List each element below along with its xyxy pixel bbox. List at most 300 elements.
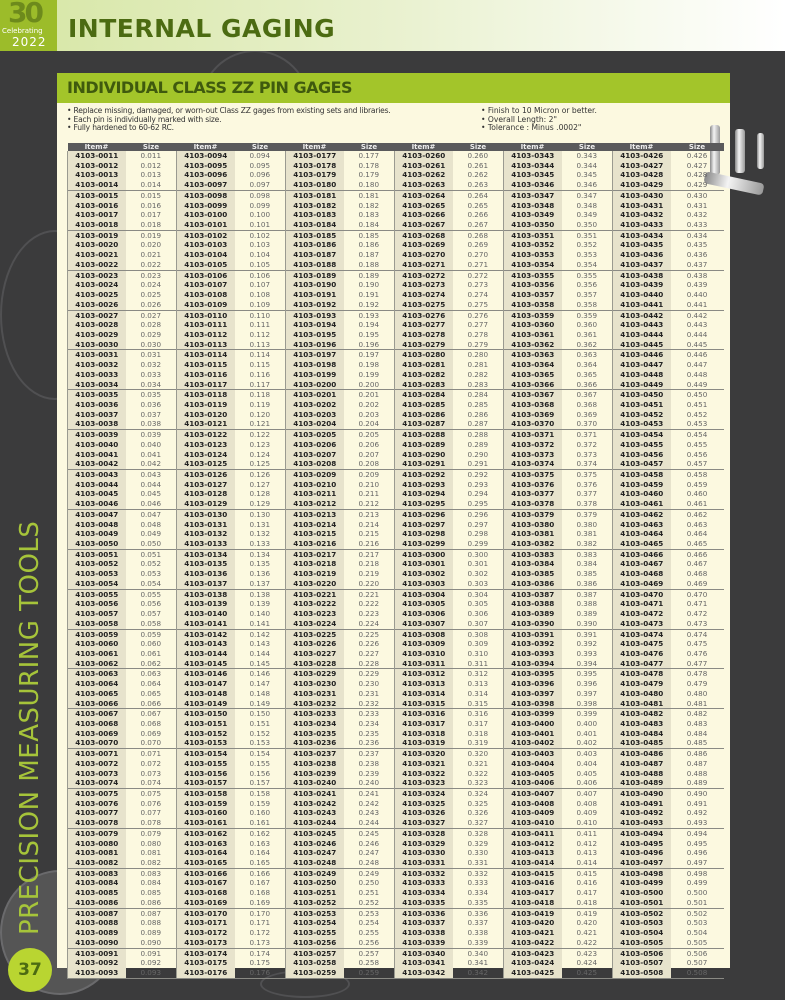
size-cell: 0.297 xyxy=(467,519,489,529)
item-number-cell: 4103-0167 xyxy=(177,878,235,888)
item-number-cell: 4103-0140 xyxy=(177,609,235,619)
page-number: 37 xyxy=(8,948,52,992)
item-number-cell: 4103-0457 xyxy=(613,459,671,469)
size-cell: 0.112 xyxy=(249,329,271,339)
size-cell: 0.255 xyxy=(358,928,380,938)
size-cell: 0.281 xyxy=(467,360,489,370)
item-number-cell: 4103-0468 xyxy=(613,569,671,579)
size-cell: 0.271 xyxy=(467,259,489,269)
size-cell: 0.391 xyxy=(562,629,613,639)
size-cell: 0.249 xyxy=(344,868,395,878)
table-row xyxy=(68,888,724,898)
table-row xyxy=(68,220,724,230)
item-number-cell: 4103-0431 xyxy=(613,201,671,211)
size-cell: 0.168 xyxy=(249,888,271,898)
size-cell: 0.137 xyxy=(249,578,271,588)
item-number-cell: 4103-0161 xyxy=(177,818,235,828)
size-cell: 0.454 xyxy=(671,430,724,440)
size-cell: 0.314 xyxy=(467,688,489,698)
item-number-cell: 4103-0252 xyxy=(286,898,344,908)
table-row xyxy=(68,161,724,171)
item-number-cell: 4103-0307 xyxy=(395,619,453,629)
item-number-cell: 4103-0329 xyxy=(395,839,453,849)
table-row xyxy=(68,340,724,350)
size-cell: 0.229 xyxy=(344,669,395,679)
item-number-cell: 4103-0101 xyxy=(177,220,235,230)
item-number-cell: 4103-0419 xyxy=(504,908,562,918)
size-cell: 0.328 xyxy=(453,828,504,838)
item-number-cell: 4103-0421 xyxy=(504,928,562,938)
table-row xyxy=(68,549,724,559)
item-number-cell: 4103-0342 xyxy=(395,968,453,978)
size-cell: 0.503 xyxy=(686,918,708,928)
item-number-cell: 4103-0046 xyxy=(68,499,126,509)
item-number-cell: 4103-0311 xyxy=(395,659,453,669)
item-number-cell: 4103-0258 xyxy=(286,958,344,968)
size-cell: 0.412 xyxy=(576,838,598,848)
size-cell: 0.305 xyxy=(467,599,489,609)
item-number-cell: 4103-0037 xyxy=(68,410,126,420)
item-number-cell: 4103-0053 xyxy=(68,569,126,579)
item-number-cell: 4103-0279 xyxy=(395,340,453,350)
item-number-cell: 4103-0093 xyxy=(68,968,126,978)
size-cell: 0.427 xyxy=(686,160,708,170)
item-number-cell: 4103-0330 xyxy=(395,848,453,858)
size-cell: 0.040 xyxy=(140,439,162,449)
size-cell: 0.048 xyxy=(140,519,162,529)
size-cell: 0.146 xyxy=(235,669,286,679)
size-cell: 0.262 xyxy=(467,170,489,180)
size-cell: 0.345 xyxy=(576,170,598,180)
size-cell: 0.387 xyxy=(562,589,613,599)
size-cell: 0.247 xyxy=(358,848,380,858)
size-cell: 0.443 xyxy=(686,320,708,330)
size-cell: 0.472 xyxy=(686,609,708,619)
size-cell: 0.143 xyxy=(249,639,271,649)
table-row xyxy=(68,669,724,679)
size-cell: 0.431 xyxy=(686,200,708,210)
size-cell: 0.460 xyxy=(686,489,708,499)
item-number-cell: 4103-0317 xyxy=(395,719,453,729)
item-number-cell: 4103-0416 xyxy=(504,878,562,888)
table-row xyxy=(68,679,724,689)
size-cell: 0.436 xyxy=(686,250,708,260)
table-row xyxy=(68,769,724,779)
item-number-cell: 4103-0108 xyxy=(177,290,235,300)
item-number-cell: 4103-0493 xyxy=(613,818,671,828)
item-number-cell: 4103-0293 xyxy=(395,480,453,490)
size-cell: 0.347 xyxy=(562,190,613,200)
size-cell: 0.084 xyxy=(140,878,162,888)
table-row xyxy=(68,480,724,490)
item-number-cell: 4103-0404 xyxy=(504,759,562,769)
item-number-cell: 4103-0462 xyxy=(613,509,671,519)
item-number-cell: 4103-0175 xyxy=(177,958,235,968)
size-cell: 0.111 xyxy=(249,320,271,330)
size-cell: 0.508 xyxy=(671,968,724,978)
item-number-cell: 4103-0242 xyxy=(286,799,344,809)
size-cell: 0.456 xyxy=(686,449,708,459)
item-number-cell: 4103-0290 xyxy=(395,450,453,460)
item-number-cell: 4103-0123 xyxy=(177,440,235,450)
size-cell: 0.301 xyxy=(467,559,489,569)
size-cell: 0.021 xyxy=(140,250,162,260)
table-row xyxy=(68,201,724,211)
item-number-cell: 4103-0377 xyxy=(504,489,562,499)
size-cell: 0.147 xyxy=(249,679,271,689)
size-cell: 0.401 xyxy=(576,728,598,738)
item-number-cell: 4103-0385 xyxy=(504,569,562,579)
item-number-cell: 4103-0472 xyxy=(613,609,671,619)
item-number-cell: 4103-0356 xyxy=(504,280,562,290)
item-number-cell: 4103-0361 xyxy=(504,330,562,340)
table-row xyxy=(68,390,724,400)
size-cell: 0.378 xyxy=(576,499,598,509)
size-cell: 0.397 xyxy=(576,688,598,698)
item-number-cell: 4103-0109 xyxy=(177,300,235,310)
item-number-cell: 4103-0075 xyxy=(68,789,126,799)
size-cell: 0.493 xyxy=(686,818,708,828)
item-number-cell: 4103-0221 xyxy=(286,589,344,599)
item-number-cell: 4103-0229 xyxy=(286,669,344,679)
item-number-cell: 4103-0448 xyxy=(613,370,671,380)
size-cell: 0.197 xyxy=(344,350,395,360)
item-number-cell: 4103-0142 xyxy=(177,629,235,639)
table-row xyxy=(68,928,724,938)
size-cell: 0.482 xyxy=(671,709,724,719)
size-cell: 0.217 xyxy=(344,549,395,559)
size-cell: 0.462 xyxy=(671,509,724,519)
size-cell: 0.273 xyxy=(467,280,489,290)
item-number-cell: 4103-0120 xyxy=(177,410,235,420)
size-cell: 0.441 xyxy=(686,299,708,309)
item-number-cell: 4103-0153 xyxy=(177,738,235,748)
table-row xyxy=(68,240,724,250)
table-row xyxy=(68,958,724,968)
item-number-cell: 4103-0228 xyxy=(286,659,344,669)
size-cell: 0.274 xyxy=(467,290,489,300)
item-number-cell: 4103-0364 xyxy=(504,360,562,370)
size-cell: 0.300 xyxy=(453,549,504,559)
item-number-cell: 4103-0315 xyxy=(395,699,453,709)
size-cell: 0.158 xyxy=(235,789,286,799)
size-cell: 0.411 xyxy=(562,828,613,838)
size-cell: 0.031 xyxy=(126,350,177,360)
size-cell: 0.289 xyxy=(467,439,489,449)
size-cell: 0.244 xyxy=(358,818,380,828)
item-number-cell: 4103-0310 xyxy=(395,649,453,659)
item-number-cell: 4103-0088 xyxy=(68,918,126,928)
size-cell: 0.064 xyxy=(140,679,162,689)
size-cell: 0.295 xyxy=(467,499,489,509)
item-number-cell: 4103-0417 xyxy=(504,888,562,898)
size-cell: 0.047 xyxy=(126,509,177,519)
features-left xyxy=(67,107,472,133)
size-cell: 0.484 xyxy=(686,728,708,738)
size-cell: 0.248 xyxy=(358,858,380,868)
item-number-cell: 4103-0027 xyxy=(68,310,126,320)
item-number-cell: 4103-0489 xyxy=(613,778,671,788)
item-number-cell: 4103-0206 xyxy=(286,440,344,450)
size-cell: 0.039 xyxy=(126,430,177,440)
item-number-cell: 4103-0211 xyxy=(286,489,344,499)
size-cell: 0.306 xyxy=(467,609,489,619)
size-cell: 0.019 xyxy=(126,230,177,240)
item-number-cell: 4103-0393 xyxy=(504,649,562,659)
item-number-cell: 4103-0299 xyxy=(395,539,453,549)
table-row xyxy=(68,878,724,888)
size-cell: 0.421 xyxy=(576,928,598,938)
size-cell: 0.356 xyxy=(576,280,598,290)
item-number-cell: 4103-0495 xyxy=(613,839,671,849)
size-cell: 0.092 xyxy=(140,958,162,968)
size-cell: 0.341 xyxy=(467,958,489,968)
size-cell: 0.161 xyxy=(249,818,271,828)
item-number-cell: 4103-0306 xyxy=(395,609,453,619)
size-cell: 0.160 xyxy=(249,808,271,818)
size-cell: 0.425 xyxy=(562,968,613,978)
table-row xyxy=(68,360,724,370)
size-cell: 0.257 xyxy=(344,948,395,958)
size-cell: 0.198 xyxy=(358,360,380,370)
size-cell: 0.380 xyxy=(576,519,598,529)
size-cell: 0.107 xyxy=(249,280,271,290)
item-number-cell: 4103-0383 xyxy=(504,549,562,559)
size-cell: 0.346 xyxy=(576,180,598,190)
item-number-cell: 4103-0087 xyxy=(68,908,126,918)
item-number-cell: 4103-0128 xyxy=(177,489,235,499)
size-cell: 0.302 xyxy=(467,569,489,579)
item-number-cell: 4103-0179 xyxy=(286,170,344,180)
size-cell: 0.062 xyxy=(140,658,162,668)
size-cell: 0.118 xyxy=(235,390,286,400)
size-cell: 0.434 xyxy=(671,230,724,240)
item-number-cell: 4103-0437 xyxy=(613,260,671,270)
table-row xyxy=(68,440,724,450)
size-cell: 0.278 xyxy=(467,329,489,339)
size-cell: 0.485 xyxy=(686,738,708,748)
item-number-cell: 4103-0110 xyxy=(177,310,235,320)
size-cell: 0.034 xyxy=(140,379,162,389)
size-cell: 0.487 xyxy=(686,758,708,768)
size-cell: 0.180 xyxy=(358,180,380,190)
item-number-cell: 4103-0076 xyxy=(68,799,126,809)
item-number-cell: 4103-0190 xyxy=(286,280,344,290)
size-cell: 0.377 xyxy=(576,489,598,499)
size-cell: 0.061 xyxy=(140,648,162,658)
size-cell: 0.214 xyxy=(358,519,380,529)
size-cell: 0.400 xyxy=(576,718,598,728)
size-cell: 0.157 xyxy=(249,778,271,788)
item-number-cell: 4103-0321 xyxy=(395,759,453,769)
size-cell: 0.109 xyxy=(249,299,271,309)
item-number-cell: 4103-0455 xyxy=(613,440,671,450)
size-cell: 0.076 xyxy=(140,798,162,808)
item-number-cell: 4103-0124 xyxy=(177,450,235,460)
size-cell: 0.115 xyxy=(249,360,271,370)
size-cell: 0.438 xyxy=(671,270,724,280)
size-cell: 0.067 xyxy=(126,709,177,719)
item-number-cell: 4103-0451 xyxy=(613,400,671,410)
size-cell: 0.404 xyxy=(576,758,598,768)
size-cell: 0.369 xyxy=(576,409,598,419)
item-number-cell: 4103-0244 xyxy=(286,818,344,828)
item-number-cell: 4103-0084 xyxy=(68,878,126,888)
size-cell: 0.015 xyxy=(126,190,177,200)
size-cell: 0.266 xyxy=(467,210,489,220)
size-cell: 0.423 xyxy=(562,948,613,958)
size-cell: 0.494 xyxy=(671,828,724,838)
size-cell: 0.368 xyxy=(576,399,598,409)
item-number-cell: 4103-0216 xyxy=(286,539,344,549)
item-number-cell: 4103-0134 xyxy=(177,549,235,559)
size-cell: 0.221 xyxy=(344,589,395,599)
size-cell: 0.082 xyxy=(140,858,162,868)
item-number-cell: 4103-0334 xyxy=(395,888,453,898)
size-cell: 0.087 xyxy=(126,908,177,918)
table-row xyxy=(68,789,724,799)
size-cell: 0.238 xyxy=(358,758,380,768)
item-number-cell: 4103-0401 xyxy=(504,729,562,739)
item-number-cell: 4103-0236 xyxy=(286,738,344,748)
size-cell: 0.113 xyxy=(249,339,271,349)
size-cell: 0.348 xyxy=(576,200,598,210)
table-row xyxy=(68,520,724,530)
size-cell: 0.270 xyxy=(467,250,489,260)
item-number-cell: 4103-0270 xyxy=(395,250,453,260)
item-number-cell: 4103-0327 xyxy=(395,818,453,828)
item-number-cell: 4103-0174 xyxy=(177,948,235,958)
item-number-cell: 4103-0116 xyxy=(177,370,235,380)
size-cell: 0.479 xyxy=(686,679,708,689)
size-cell: 0.408 xyxy=(576,798,598,808)
item-number-cell: 4103-0441 xyxy=(613,300,671,310)
size-cell: 0.471 xyxy=(686,599,708,609)
item-number-cell: 4103-0420 xyxy=(504,918,562,928)
item-number-cell: 4103-0504 xyxy=(613,928,671,938)
size-cell: 0.167 xyxy=(249,878,271,888)
size-cell: 0.065 xyxy=(140,688,162,698)
size-cell: 0.390 xyxy=(576,618,598,628)
item-number-cell: 4103-0287 xyxy=(395,419,453,429)
item-number-cell: 4103-0114 xyxy=(177,350,235,360)
size-cell: 0.364 xyxy=(576,360,598,370)
size-cell: 0.050 xyxy=(140,539,162,549)
size-cell: 0.430 xyxy=(671,190,724,200)
size-cell: 0.506 xyxy=(671,948,724,958)
size-cell: 0.496 xyxy=(686,848,708,858)
item-number-cell: 4103-0189 xyxy=(286,270,344,280)
size-cell: 0.384 xyxy=(576,559,598,569)
item-number-cell: 4103-0060 xyxy=(68,639,126,649)
size-cell: 0.449 xyxy=(686,379,708,389)
size-cell: 0.353 xyxy=(576,250,598,260)
size-cell: 0.362 xyxy=(576,339,598,349)
size-cell: 0.213 xyxy=(344,509,395,519)
size-cell: 0.170 xyxy=(235,908,286,918)
size-cell: 0.149 xyxy=(249,698,271,708)
size-cell: 0.025 xyxy=(140,290,162,300)
item-number-cell: 4103-0166 xyxy=(177,868,235,878)
pin-gage-table xyxy=(67,143,724,979)
table-row xyxy=(68,799,724,809)
size-cell: 0.133 xyxy=(249,539,271,549)
size-cell: 0.316 xyxy=(453,709,504,719)
size-cell: 0.073 xyxy=(140,768,162,778)
item-number-cell: 4103-0297 xyxy=(395,520,453,530)
item-number-cell: 4103-0154 xyxy=(177,749,235,759)
size-cell: 0.228 xyxy=(358,658,380,668)
item-number-cell: 4103-0015 xyxy=(68,190,126,200)
column-header-size: Size xyxy=(126,143,177,151)
size-cell: 0.218 xyxy=(358,559,380,569)
item-number-cell: 4103-0289 xyxy=(395,440,453,450)
size-cell: 0.044 xyxy=(140,479,162,489)
size-cell: 0.123 xyxy=(249,439,271,449)
size-cell: 0.200 xyxy=(358,379,380,389)
item-number-cell: 4103-0222 xyxy=(286,599,344,609)
size-cell: 0.129 xyxy=(249,499,271,509)
item-number-cell: 4103-0506 xyxy=(613,948,671,958)
table-row xyxy=(68,629,724,639)
item-number-cell: 4103-0353 xyxy=(504,250,562,260)
item-number-cell: 4103-0332 xyxy=(395,868,453,878)
size-cell: 0.334 xyxy=(467,888,489,898)
item-number-cell: 4103-0467 xyxy=(613,559,671,569)
size-cell: 0.057 xyxy=(140,609,162,619)
size-cell: 0.354 xyxy=(576,259,598,269)
item-number-cell: 4103-0292 xyxy=(395,470,453,480)
table-row xyxy=(68,260,724,270)
item-number-cell: 4103-0397 xyxy=(504,689,562,699)
size-cell: 0.051 xyxy=(126,549,177,559)
size-cell: 0.277 xyxy=(467,320,489,330)
item-number-cell: 4103-0230 xyxy=(286,679,344,689)
size-cell: 0.335 xyxy=(467,897,489,907)
item-number-cell: 4103-0444 xyxy=(613,330,671,340)
item-number-cell: 4103-0103 xyxy=(177,240,235,250)
item-number-cell: 4103-0366 xyxy=(504,380,562,390)
size-cell: 0.045 xyxy=(140,489,162,499)
item-number-cell: 4103-0291 xyxy=(395,459,453,469)
size-cell: 0.491 xyxy=(686,798,708,808)
page-title: INTERNAL GAGING xyxy=(68,14,336,43)
size-cell: 0.379 xyxy=(562,509,613,519)
size-cell: 0.049 xyxy=(140,529,162,539)
item-number-cell: 4103-0428 xyxy=(613,170,671,180)
item-number-cell: 4103-0380 xyxy=(504,520,562,530)
size-cell: 0.363 xyxy=(562,350,613,360)
size-cell: 0.199 xyxy=(358,369,380,379)
table-row xyxy=(68,180,724,190)
size-cell: 0.405 xyxy=(576,768,598,778)
size-cell: 0.272 xyxy=(453,270,504,280)
size-cell: 0.497 xyxy=(686,858,708,868)
size-cell: 0.298 xyxy=(467,529,489,539)
size-cell: 0.311 xyxy=(467,658,489,668)
table-row xyxy=(68,410,724,420)
item-number-cell: 4103-0072 xyxy=(68,759,126,769)
table-row xyxy=(68,459,724,469)
size-cell: 0.206 xyxy=(358,439,380,449)
item-number-cell: 4103-0336 xyxy=(395,908,453,918)
item-number-cell: 4103-0044 xyxy=(68,480,126,490)
size-cell: 0.326 xyxy=(467,808,489,818)
item-number-cell: 4103-0144 xyxy=(177,649,235,659)
size-cell: 0.220 xyxy=(358,578,380,588)
table-row xyxy=(68,419,724,429)
item-number-cell: 4103-0193 xyxy=(286,310,344,320)
